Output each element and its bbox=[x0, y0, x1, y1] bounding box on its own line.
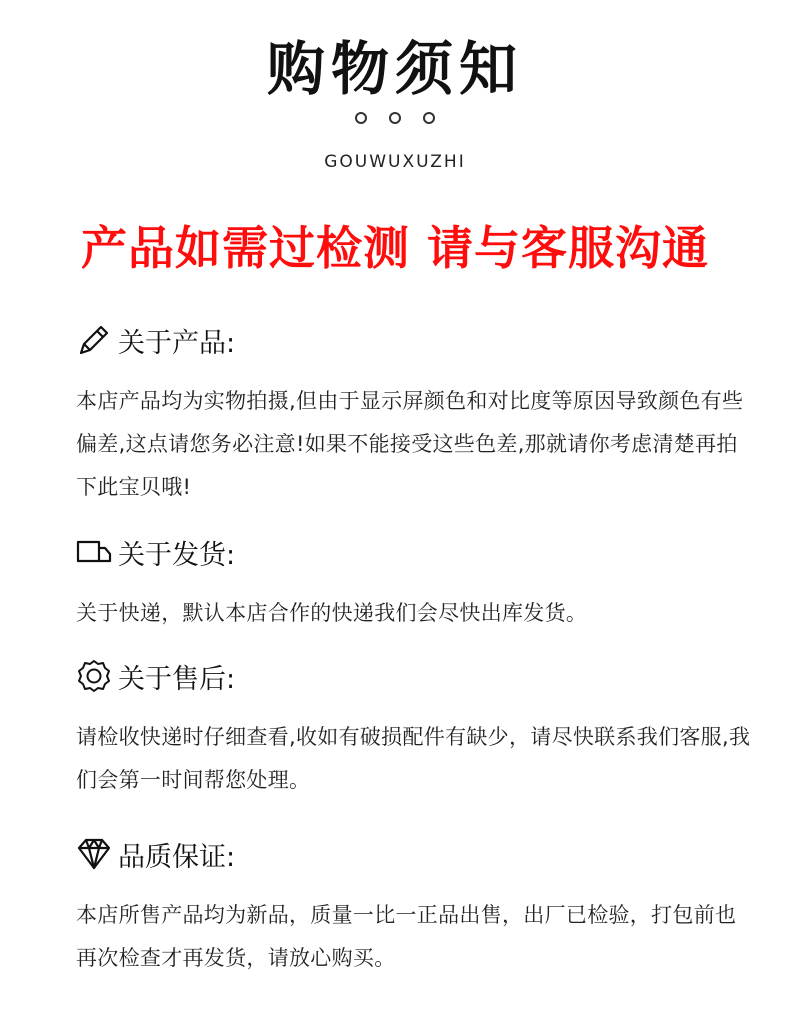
page-title: 购物须知 bbox=[266, 35, 523, 103]
section-body: 本店产品均为实物拍摄,但由于显示屏颜色和对比度等原因导致颜色有些偏差,这点请您务必注意!如果不能接受这些色差,那就请你考虑清楚再拍下此宝贝哦! bbox=[76, 389, 744, 499]
badge-icon bbox=[76, 658, 112, 694]
dot-icon bbox=[389, 112, 401, 124]
section-title: 品质保证: bbox=[118, 841, 236, 873]
section-title: 关于发货: bbox=[118, 539, 236, 571]
notice-banner: 产品如需过检测 请与客服沟通 bbox=[80, 221, 709, 275]
page-subtitle: GOUWUXUZHI bbox=[324, 152, 466, 172]
section-title: 关于产品: bbox=[118, 327, 236, 359]
truck-icon bbox=[76, 534, 112, 570]
section-shipping bbox=[76, 532, 756, 635]
diamond-icon bbox=[76, 836, 112, 872]
section-body: 请检收快递时仔细查看,收如有破损配件有缺少，请尽快联系我们客服,我们会第一时间帮您处理。 bbox=[76, 725, 751, 792]
section-after-sales bbox=[76, 656, 756, 802]
dot-icon bbox=[423, 112, 435, 124]
section-body: 关于快递，默认本店合作的快递我们会尽快出库发货。 bbox=[76, 601, 588, 625]
section-title: 关于售后: bbox=[118, 663, 236, 695]
section-body: 本店所售产品均为新品，质量一比一正品出售，出厂已检验，打包前也再次检查才再发货，请放心购买。 bbox=[76, 903, 737, 970]
dot-icon bbox=[355, 112, 367, 124]
section-product bbox=[76, 320, 756, 509]
pencil-icon bbox=[76, 322, 112, 358]
section-quality bbox=[76, 834, 756, 980]
decorative-dots bbox=[0, 112, 790, 124]
